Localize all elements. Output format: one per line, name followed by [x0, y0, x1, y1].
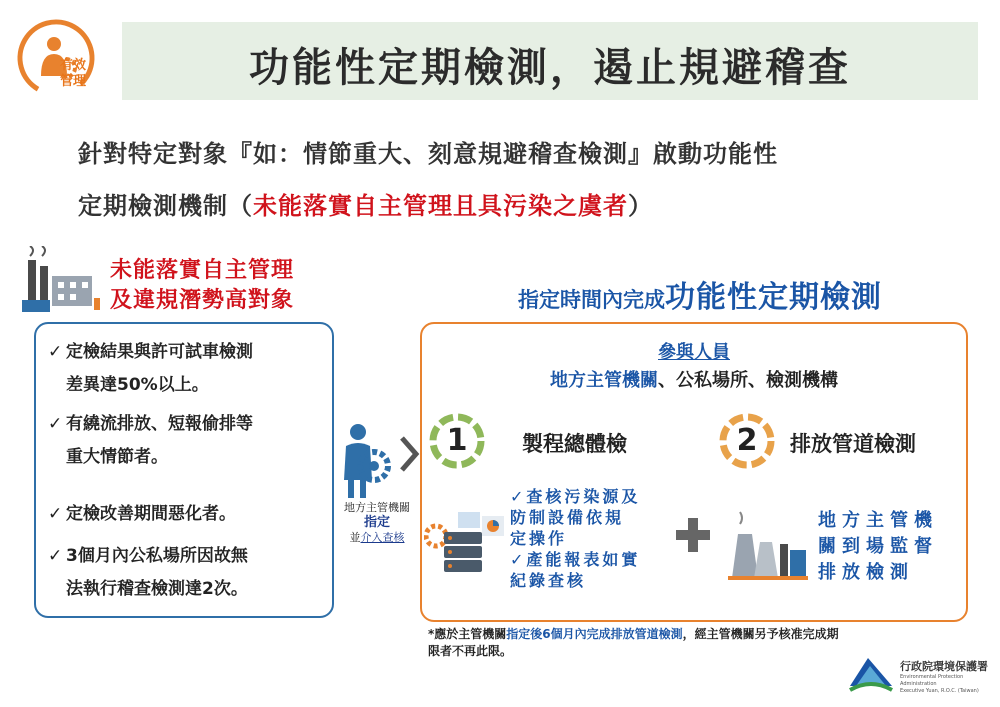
step-1-details: ✓查核污染源及 防制設備依規 定操作 ✓產能報表如實 紀錄查核: [510, 487, 641, 590]
intro-highlight: 未能落實自主管理且具污染之虞者: [253, 192, 628, 220]
participants-list: 地方主管機關、公私場所、檢測機構: [550, 370, 838, 391]
right-heading: 指定時間內完成功能性定期檢測: [518, 280, 882, 315]
epa-logo-icon: [846, 650, 896, 696]
step-2-label: 排放管道檢測: [790, 432, 916, 456]
criterion-4: ✓ 3個月內公私場所因故無 法執行稽查檢測達2次。: [48, 546, 248, 599]
plus-icon: [676, 518, 710, 552]
criteria-box: [34, 322, 334, 618]
intro-line-2: 定期檢測機制（未能落實自主管理且具污染之虞者）: [78, 192, 653, 220]
intro-line-1: 針對特定對象『如：情節重大、刻意規避稽查檢測』啟動功能性: [78, 140, 778, 168]
agency-label: 地方主管機關 指定 並介入查核: [338, 500, 416, 545]
epa-name: 行政院環境保護署: [900, 660, 988, 673]
step-1-number: 1: [446, 423, 468, 458]
step-1-label: 製程總體檢: [522, 432, 627, 456]
page-title: 功能性定期檢測，遏止規避稽查: [249, 45, 851, 91]
designate-label: 指定: [363, 515, 390, 530]
criterion-1: ✓ 定檢結果與許可試車檢測 差異達50%以上。: [48, 342, 253, 395]
criterion-3: ✓ 定檢改善期間惡化者。: [48, 504, 236, 524]
server-report-icon: [424, 508, 508, 578]
chevron-right-icon: [398, 434, 420, 474]
badge-text: 有效 管理: [60, 58, 87, 89]
official-gear-icon: [338, 420, 398, 500]
epa-english-name: Environmental Protection Administration Executive Yuan, R.O.C. (Taiwan): [900, 674, 979, 694]
footnote: *應於主管機關指定後6個月內完成排放管道檢測，經主管機關另予核准完成期 限者不再此限。: [428, 627, 839, 658]
participants-title: 參與人員: [658, 342, 730, 363]
step-2-details: 地方主管機 關到場監督 排放檢測: [818, 510, 938, 583]
left-heading: 未能落實自主管理 及違規潛勢高對象: [110, 258, 295, 313]
step-2-number: 2: [736, 423, 758, 458]
criterion-2: ✓ 有繞流排放、短報偷排等 重大情節者。: [48, 414, 253, 467]
factory-icon: [20, 246, 102, 322]
power-plant-icon: [726, 508, 810, 584]
